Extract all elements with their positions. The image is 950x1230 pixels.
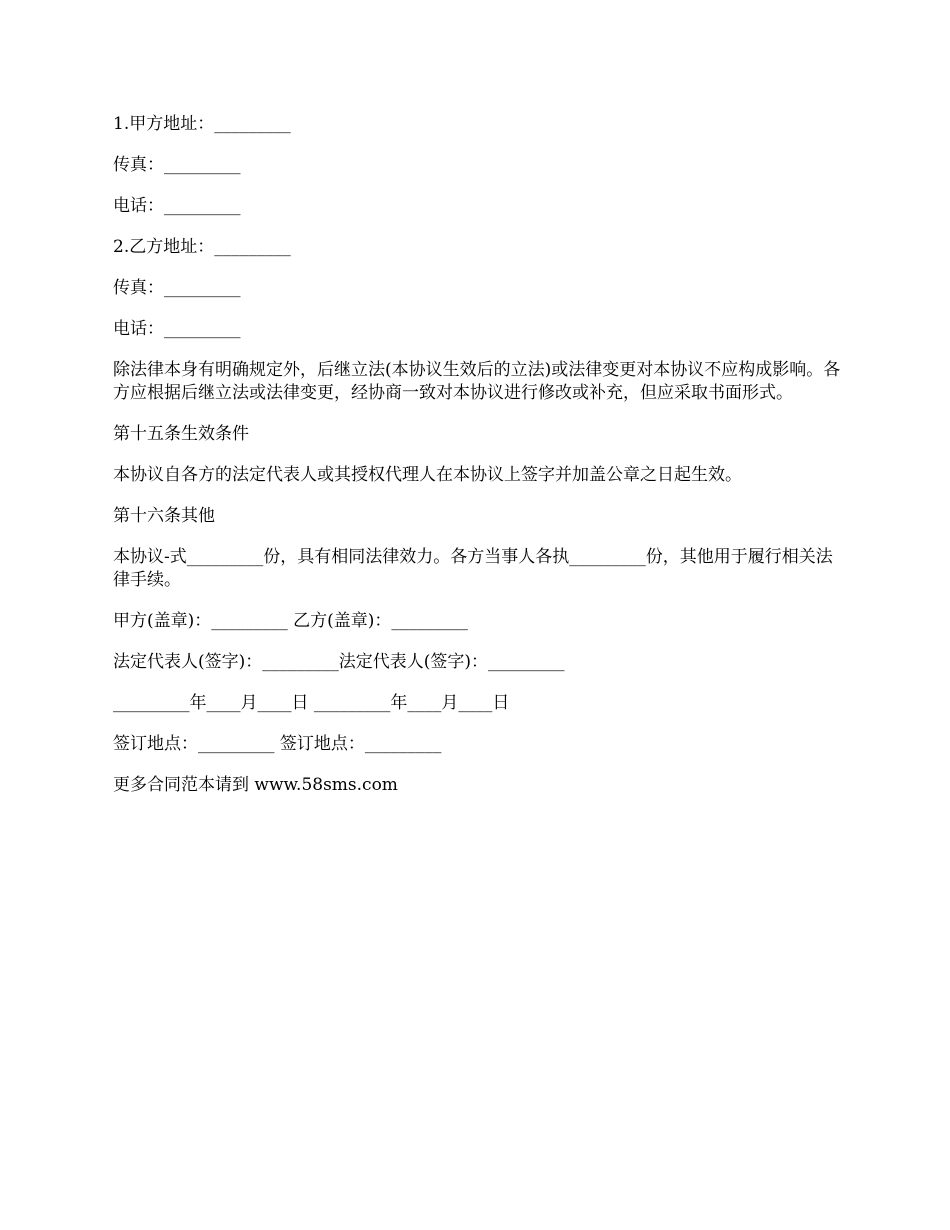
party-b-address: 2.乙方地址：_________ bbox=[113, 237, 291, 257]
document-body bbox=[113, 113, 841, 815]
article-15-text: 本协议自各方的法定代表人或其授权代理人在本协议上签字并加盖公章之日起生效。 bbox=[113, 465, 742, 485]
signing-place-line: 签订地点：_________ 签订地点：_________ bbox=[113, 734, 442, 754]
legislation-change-clause: 除法律本身有明确规定外，后继立法(本协议生效后的立法)或法律变更对本协议不应构成影响。各方应根据后继立法或法律变更，经协商一致对本协议进行修改或补充，但应采取书面形式。 bbox=[113, 360, 841, 403]
article-15-heading: 第十五条生效条件 bbox=[113, 424, 249, 444]
party-a-address: 1.甲方地址：_________ bbox=[113, 114, 291, 134]
article-16-text: 本协议-式_________份，具有相同法律效力。各方当事人各执_________份，其他用于履行相关法律手续。 bbox=[113, 547, 833, 590]
footer-link-text: 更多合同范本请到 www.58sms.com bbox=[113, 775, 398, 795]
seal-line: 甲方(盖章)：_________ 乙方(盖章)：_________ bbox=[113, 611, 468, 631]
date-line: _________年____月____日 _________年____月____日 bbox=[113, 693, 510, 713]
party-a-phone: 电话：_________ bbox=[113, 196, 241, 216]
party-b-fax: 传真：_________ bbox=[113, 278, 241, 298]
party-a-fax: 传真：_________ bbox=[113, 155, 241, 175]
article-16-heading: 第十六条其他 bbox=[113, 506, 215, 526]
legal-representative-line: 法定代表人(签字)：_________法定代表人(签字)：_________ bbox=[113, 652, 565, 672]
party-b-phone: 电话：_________ bbox=[113, 319, 241, 339]
